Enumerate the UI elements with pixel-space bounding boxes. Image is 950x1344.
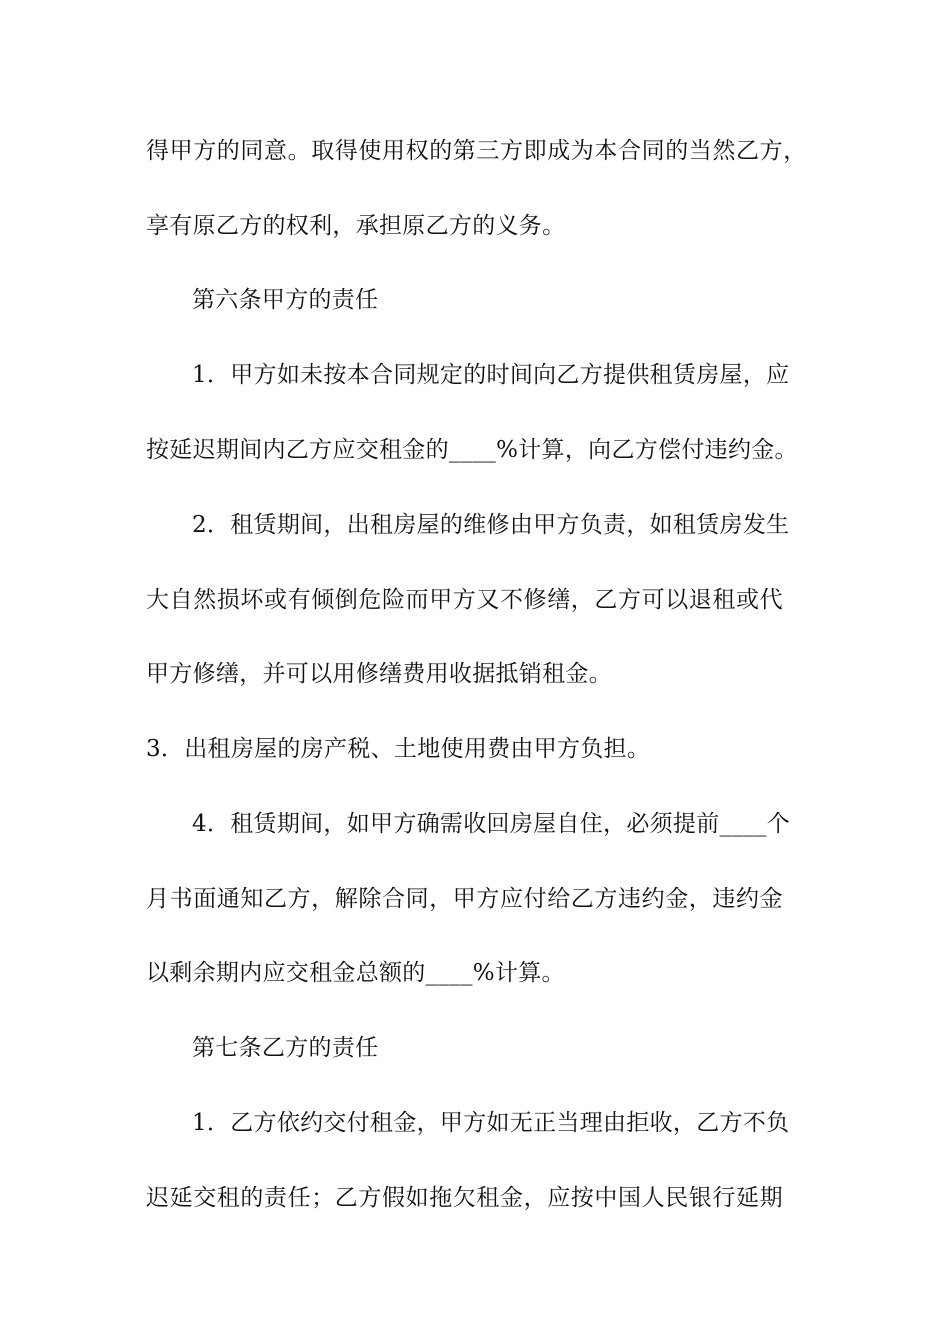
clause-6-4-line-2: 月书面通知乙方，解除合同，甲方应付给乙方违约金，违约金: [146, 886, 784, 912]
clause-6-2-line-1: 2．租赁期间，出租房屋的维修由甲方负责，如租赁房发生: [192, 512, 790, 538]
clause-6-3: 3．出租房屋的房产税、土地使用费由甲方负担。: [146, 736, 651, 762]
paragraph-line-continuation-2: 享有原乙方的权利，承担原乙方的义务。: [146, 213, 566, 239]
clause-6-2-line-2: 大自然损坏或有倾倒危险而甲方又不修缮，乙方可以退租或代: [146, 587, 784, 613]
clause-6-4-line-1: 4．租赁期间，如甲方确需收回房屋自住，必须提前____个: [192, 811, 791, 837]
clause-7-1-line-1: 1．乙方依约交付租金，甲方如无正当理由拒收，乙方不负: [192, 1110, 790, 1136]
clause-6-4-line-3: 以剩余期内应交租金总额的____%计算。: [146, 960, 565, 986]
clause-6-1-line-2: 按延迟期间内乙方应交租金的____%计算，向乙方偿付违约金。: [146, 437, 798, 463]
clause-6-1-line-1: 1．甲方如未按本合同规定的时间向乙方提供租赁房屋，应: [192, 362, 790, 388]
clause-6-2-line-3: 甲方修缮，并可以用修缮费用收据抵销租金。: [146, 661, 612, 687]
section-heading-article-6: 第六条甲方的责任: [192, 287, 379, 313]
section-heading-article-7: 第七条乙方的责任: [192, 1035, 379, 1061]
paragraph-line-continuation-1: 得甲方的同意。取得使用权的第三方即成为本合同的当然乙方，: [146, 138, 807, 164]
clause-7-1-line-2: 迟延交租的责任；乙方假如拖欠租金，应按中国人民银行延期: [146, 1185, 784, 1211]
